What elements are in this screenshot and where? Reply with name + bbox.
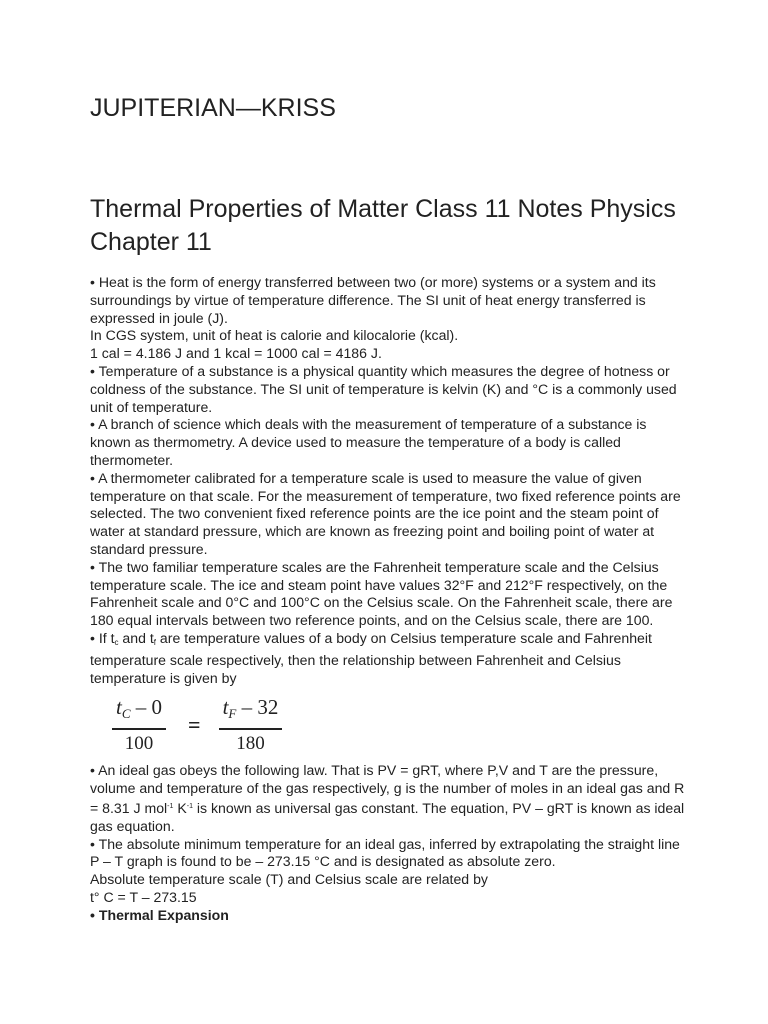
paragraph-temperature: • Temperature of a substance is a physical quantity which measures the degree of hotness or coldness of the substance. The SI unit of temperature is kelvin (K) and °C is a commonly used unit of temperature.: [90, 362, 677, 415]
text-segment: K: [173, 799, 187, 816]
subscript-c: c: [114, 637, 119, 647]
paragraph-temperature-scales: • The two familiar temperature scales are the Fahrenheit temperature scale and the Celsius temperature scale. The ice and steam point have values 32°F and 212°F respectively, on the Fahrenheit scale and 0°C and 100°C on the Celsius scale. On the Fahrenheit scale, there are 180 equal intervals between two reference points, and on the Celsius scale, there are 100.: [90, 558, 673, 629]
fraction-left: [112, 695, 166, 755]
paragraph-cal-conversion: 1 cal = 4.186 J and 1 kcal = 1000 cal = 4186 J.: [90, 345, 382, 362]
text-segment: • An ideal gas obeys the following law. That is PV = gRT, where P,V and T are the pressure, volume and temperature of the gas respectively, g is the number of moles in an ideal gas and R = 8.31 J mol: [90, 762, 685, 816]
fraction-left-numerator: tC – 0: [112, 695, 166, 730]
fraction-left-denominator: 100: [124, 733, 154, 755]
superscript: -1: [167, 802, 174, 810]
paragraph-relationship: [90, 630, 690, 687]
fraction-right-numerator: tF – 32: [219, 695, 283, 730]
formula-celsius-fahrenheit: [90, 691, 690, 759]
text-segment: • If t: [90, 629, 115, 646]
paragraph-celsius-kelvin: t° C = T – 273.15: [90, 888, 197, 905]
superscript: -1: [186, 802, 193, 810]
section-heading-thermal-expansion: • Thermal Expansion: [90, 906, 229, 923]
paragraph-heat: • Heat is the form of energy transferred between two (or more) systems or a system and its surroundings by virtue of temperature difference. The SI unit of heat energy transferred is expressed in joule (J).: [90, 274, 656, 326]
paragraph-ideal-gas: [90, 762, 690, 835]
site-title: JUPITERIAN—KRISS: [90, 94, 336, 122]
subscript-f: f: [153, 637, 157, 647]
paragraph-thermometer-calibration: • A thermometer calibrated for a temperature scale is used to measure the value of given temperature on that scale. For the measurement of temperature, two fixed reference points are selected. The two convenient fixed reference points are the ice point and the steam point of water at standard pressure, which are known as freezing point and boiling point of water at standard pressure.: [90, 469, 681, 557]
document-body: [90, 274, 690, 925]
fraction-right: [219, 695, 283, 755]
paragraph-thermometry: • A branch of science which deals with the measurement of temperature of a substance is known as thermometry. A device used to measure the temperature of a body is called thermometer.: [90, 416, 647, 468]
page-title: Thermal Properties of Matter Class 11 Notes Physics Chapter 11: [90, 195, 676, 256]
fraction-right-denominator: 180: [236, 733, 265, 755]
text-segment: and t: [118, 629, 154, 646]
paragraph-absolute-scale: Absolute temperature scale (T) and Celsius scale are related by: [90, 871, 488, 888]
paragraph-absolute-zero: • The absolute minimum temperature for an ideal gas, inferred by extrapolating the straight line P – T graph is found to be – 273.15 °C and is designated as absolute zero.: [90, 835, 680, 870]
equals-sign: =: [188, 712, 201, 738]
paragraph-cgs-unit: In CGS system, unit of heat is calorie and kilocalorie (kcal).: [90, 327, 459, 344]
text-segment: are temperature values of a body on Celsius temperature scale and Fahrenheit temperature scale respectively, then the relationship between Fahrenheit and Celsius temperature is given by: [90, 629, 652, 686]
text-segment: is known as universal gas constant. The equation, PV – gRT is known as ideal gas equation.: [90, 799, 685, 834]
